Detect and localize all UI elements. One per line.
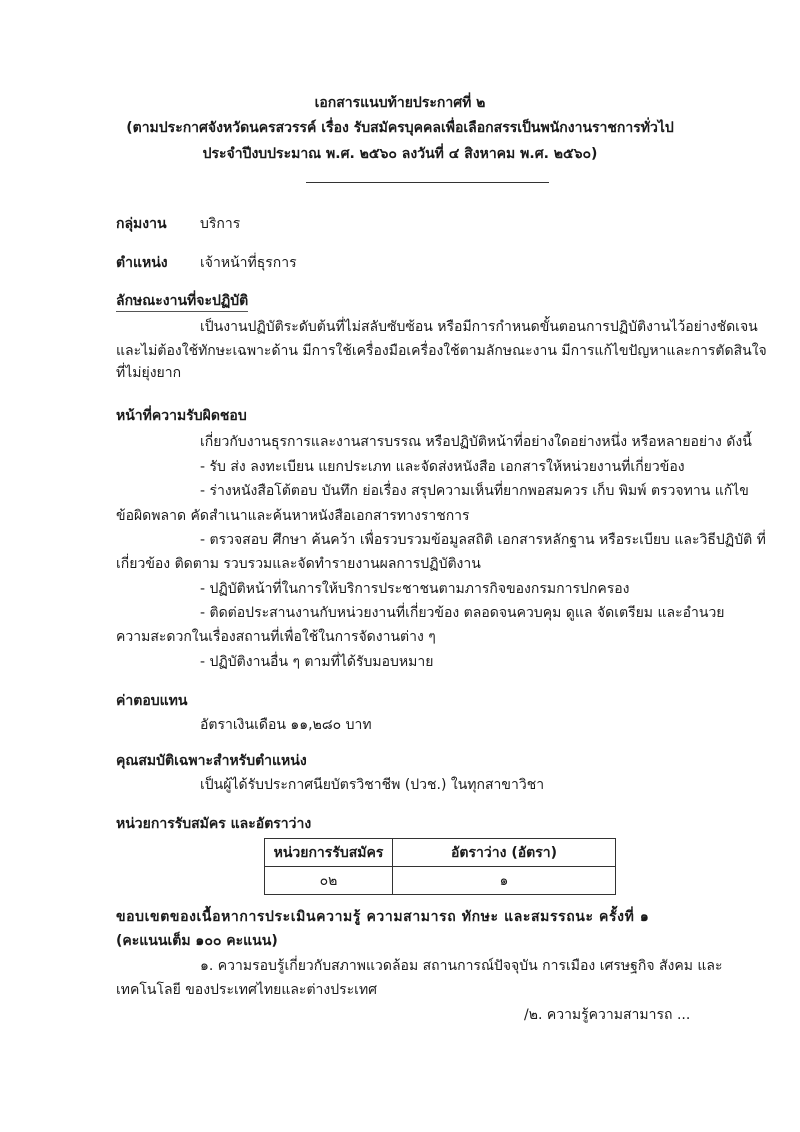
position-label: ตำแหน่ง [116,255,168,271]
duties-intro: เกี่ยวกับงานธุรการและงานสารบรรณ หรือปฏิบัติหน้าที่อย่างใดอย่างหนึ่ง หรือหลายอย่าง ดังนี้ [200,434,752,450]
qualification-heading: คุณสมบัติเฉพาะสำหรับตำแหน่ง [116,753,307,769]
table-header-count: อัตราว่าง (อัตรา) [393,839,616,867]
pay-text: อัตราเงินเดือน ๑๑,๒๘๐ บาท [200,717,372,733]
continuation-note: /๒. ความรู้ความสามารถ ... [524,1007,691,1023]
scope-item-1: ๑. ความรอบรู้เกี่ยวกับสภาพแวดล้อม สถานการณ์ปัจจุบัน การเมือง เศรษฐกิจ สังคม และ [200,958,723,974]
duties-item-3-cont: เกี่ยวข้อง ติดตาม รวบรวมและจัดทำรายงานผลการปฏิบัติงาน [116,556,481,572]
scope-heading: ขอบเขตของเนื้อหาการประเมินความรู้ ความสามารถ ทักษะ และสมรรถนะ ครั้งที่ ๑ [116,909,650,925]
nature-line-2: และไม่ต้องใช้ทักษะเฉพาะด้าน มีการใช้เครื่องมือเครื่องใช้ตามลักษณะงาน มีการแก้ไขปัญหาและการตัดสินใจ [116,343,767,359]
scope-subheading: (คะแนนเต็ม ๑๐๐ คะแนน) [116,933,278,949]
table-cell-count: ๑ [393,867,616,895]
header-divider [306,182,549,183]
nature-line-1: เป็นงานปฏิบัติระดับต้นที่ไม่สลับซับซ้อน หรือมีการกำหนดขั้นตอนการปฏิบัติงานไว้อย่างชัดเจน [200,319,758,335]
table-header-unit: หน่วยการรับสมัคร [265,839,393,867]
group-value: บริการ [200,216,241,232]
header-line-3: ประจำปีงบประมาณ พ.ศ. ๒๕๖๐ ลงวันที่ ๔ สิงหาคม พ.ศ. ๒๕๖๐) [202,146,598,162]
table-cell-unit: ๐๒ [265,867,393,895]
table-header-row [265,839,616,867]
duties-item-3: - ตรวจสอบ ศึกษา ค้นคว้า เพื่อรวบรวมข้อมูลสถิติ เอกสารหลักฐาน หรือระเบียบ และวิธีปฏิบัติ ที่ [200,532,766,548]
nature-heading: ลักษณะงานที่จะปฏิบัติ [116,292,248,312]
duties-item-5: - ติดต่อประสานงานกับหน่วยงานที่เกี่ยวข้อง ตลอดจนควบคุม ดูแล จัดเตรียม และอำนวย [200,605,725,621]
vacancy-heading: หน่วยการรับสมัคร และอัตราว่าง [116,816,312,832]
duties-item-6: - ปฏิบัติงานอื่น ๆ ตามที่ได้รับมอบหมาย [200,654,434,670]
position-value: เจ้าหน้าที่ธุรการ [200,255,297,271]
duties-item-1: - รับ ส่ง ลงทะเบียน แยกประเภท และจัดส่งหนังสือ เอกสารให้หน่วยงานที่เกี่ยวข้อง [200,459,685,475]
group-label: กลุ่มงาน [116,216,167,232]
header-line-2: (ตามประกาศจังหวัดนครสวรรค์ เรื่อง รับสมัครบุคคลเพื่อเลือกสรรเป็นพนักงานราชการทั่วไป [126,120,674,136]
table-row [265,867,616,895]
pay-heading: ค่าตอบแทน [116,693,188,709]
scope-item-1-cont: เทคโนโลยี ของประเทศไทยและต่างประเทศ [116,982,378,998]
duties-heading: หน้าที่ความรับผิดชอบ [116,408,247,424]
header-line-1: เอกสารแนบท้ายประกาศที่ ๒ [314,95,486,111]
nature-line-3: ที่ไม่ยุ่งยาก [116,365,182,381]
duties-item-5-cont: ความสะดวกในเรื่องสถานที่เพื่อใช้ในการจัดงานต่าง ๆ [116,629,436,645]
duties-item-4: - ปฏิบัติหน้าที่ในการให้บริการประชาชนตามภารกิจของกรมการปกครอง [200,581,630,597]
duties-item-2: - ร่างหนังสือโต้ตอบ บันทึก ย่อเรื่อง สรุปความเห็นที่ยากพอสมควร เก็บ พิมพ์ ตรวจทาน แก้ไข [200,483,749,499]
qualification-text: เป็นผู้ได้รับประกาศนียบัตรวิชาชีพ (ปวช.) ในทุกสาขาวิชา [200,777,545,793]
vacancy-table [264,838,616,895]
duties-item-2-cont: ข้อผิดพลาด คัดสำเนาและค้นหาหนังสือเอกสารทางราชการ [116,508,470,524]
